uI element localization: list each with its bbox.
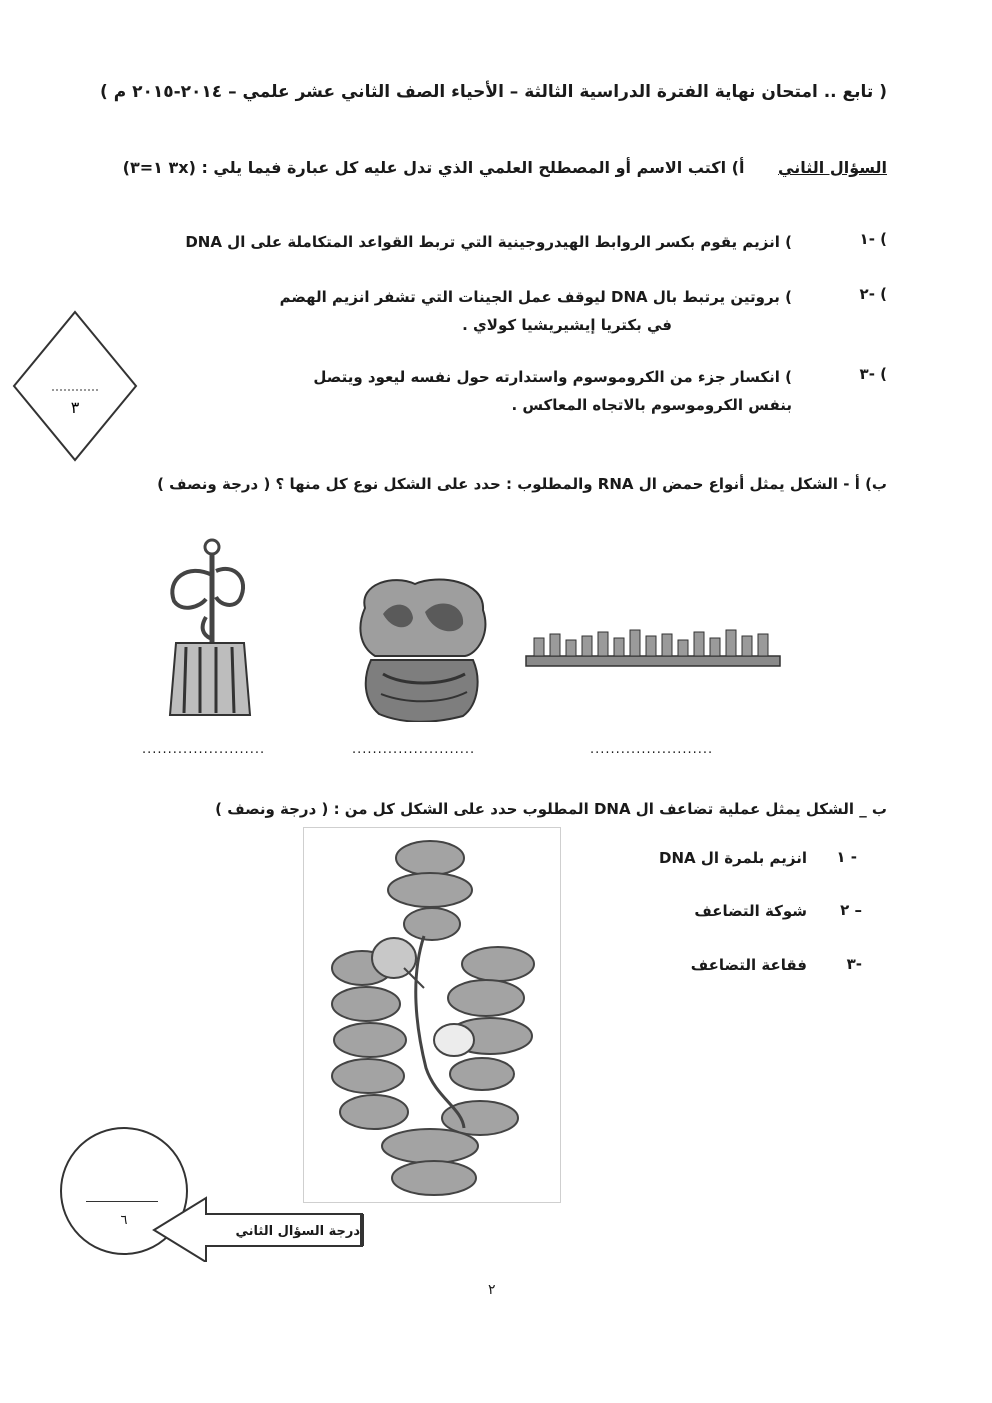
question-label: السؤال الثاني [778, 158, 887, 177]
item-2-text-cont: في بكتريا إيشيريشيا كولاي . [462, 316, 672, 334]
score-divider [86, 1201, 158, 1202]
answer-blank-1: ........................ [142, 742, 266, 757]
score-diamond [12, 310, 138, 462]
exam-header: ( تابع .. امتحان نهاية الفترة الدراسية الثالثة – الأحياء الصف الثاني عشر علمي – ٢٠١٤-٢٠١٥ م ) [100, 82, 887, 102]
rrna-figure [353, 574, 493, 722]
score-a-value: ٣ [70, 398, 80, 417]
replication-instruction: ب _ الشكل يمثل عملية تضاعف ال DNA المطلوب حدد على الشكل كل من : ( درجة ونصف ) [215, 800, 887, 818]
item-1-number: ١- ( [859, 230, 887, 248]
dna-replication-figure [303, 827, 561, 1203]
replication-item-1-number: ١ - [836, 848, 857, 866]
answer-blank-3: ........................ [590, 742, 714, 757]
question-title [123, 158, 887, 177]
trna-figure [160, 535, 256, 720]
total-score-label: درجة السؤال الثاني [235, 1224, 360, 1239]
replication-item-2-text: شوكة التضاعف [694, 902, 807, 920]
page-number: ٢ [488, 1282, 496, 1298]
item-2-text: ) بروتين يرتبط بال DNA ليوقف عمل الجينات التي تشفر انزيم الهضم [279, 288, 792, 306]
replication-item-3-number: ٣- [846, 955, 862, 973]
replication-item-2-number: ٢ – [840, 901, 862, 919]
rna-instruction: ب) أ - الشكل يمثل أنواع حمض ال RNA والمطلوب : حدد على الشكل نوع كل منها ؟ ( درجة ونصف ) [157, 475, 887, 493]
item-3-number: ٣- ( [859, 365, 887, 383]
item-2-number: ٢- ( [859, 285, 887, 303]
replication-item-1-text: انزيم بلمرة ال DNA [659, 849, 807, 867]
mrna-figure [522, 626, 784, 676]
item-3-text: ) انكسار جزء من الكروموسوم واستدارته حول نفسه ليعود ويتصل [313, 368, 792, 386]
item-1-text: ) انزيم يقوم بكسر الروابط الهيدروجينية التي تربط القواعد المتكاملة على ال DNA [185, 233, 792, 251]
total-score-value: ٦ [120, 1213, 128, 1228]
replication-item-3-text: فقاعة التضاعف [690, 956, 807, 974]
item-3-text-cont: بنفس الكروموسوم بالاتجاه المعاكس . [511, 396, 792, 414]
answer-blank-2: ........................ [352, 742, 476, 757]
part-a-instruction: أ) اكتب الاسم أو المصطلح العلمي الذي تدل عليه كل عبارة فيما يلي : (٣x ١=٣) [122, 158, 745, 177]
